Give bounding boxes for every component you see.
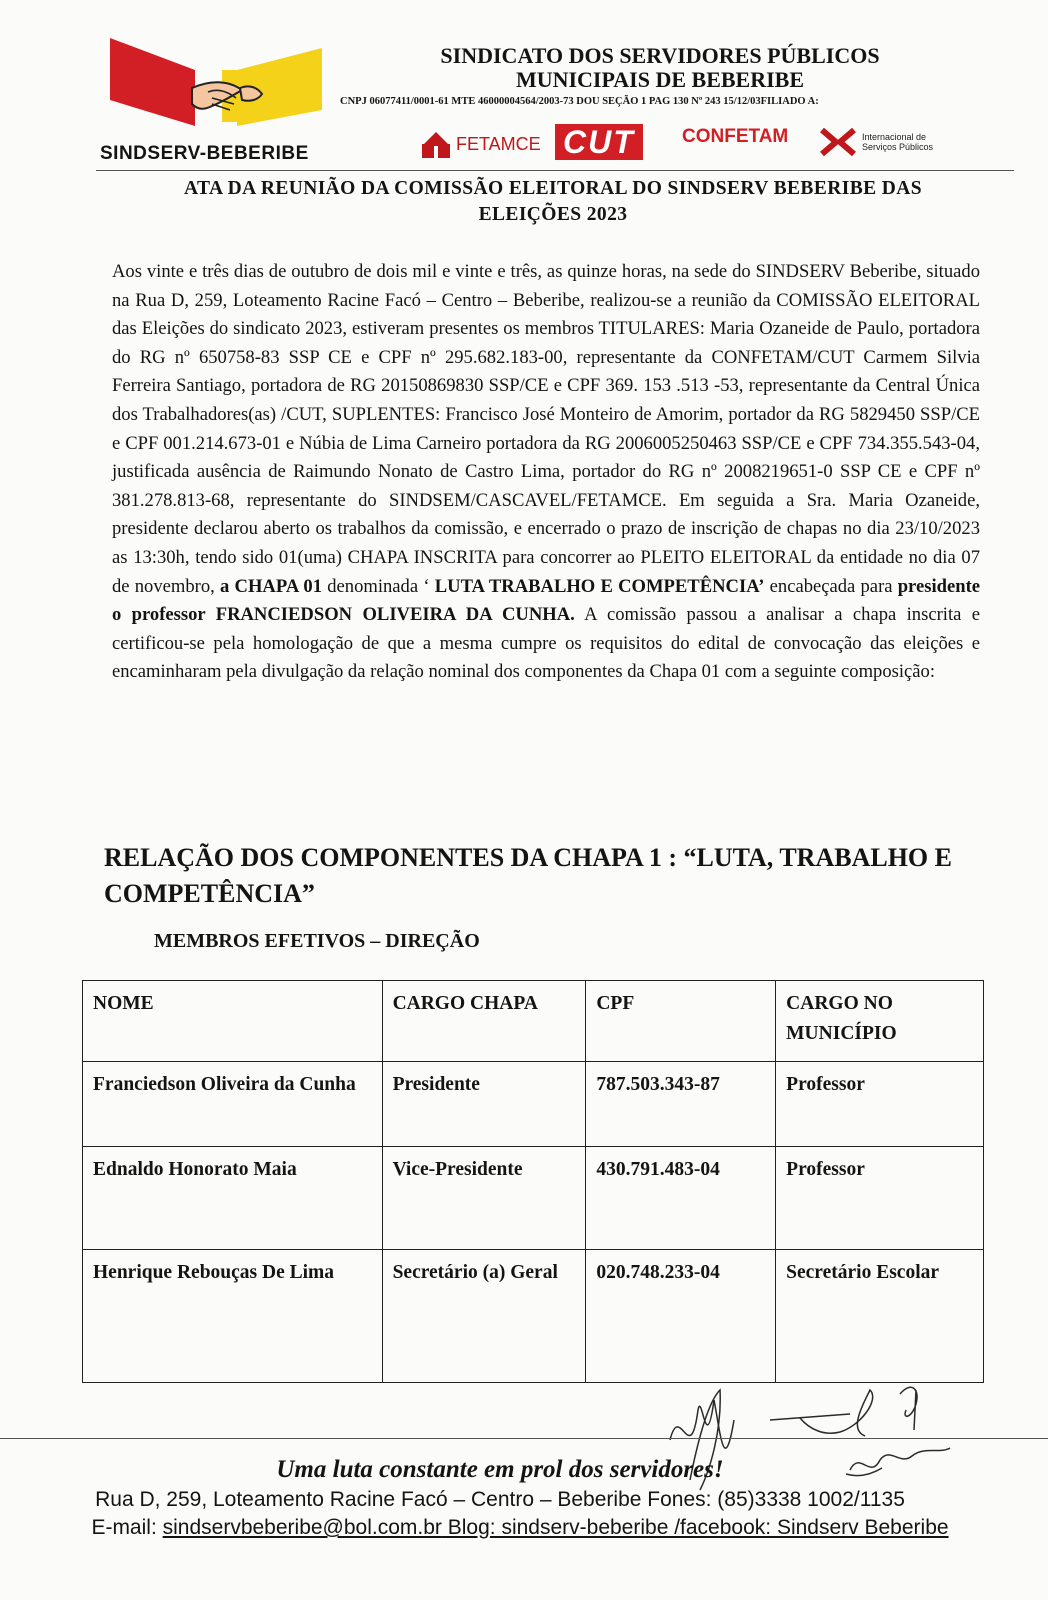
fetamce-logo	[420, 130, 541, 160]
table-cell-cpf: 787.503.343-87	[586, 1062, 776, 1147]
isp-line1: Internacional de	[862, 132, 927, 142]
org-name-line2: MUNICIPAIS DE BEBERIBE	[515, 67, 805, 92]
table-header-cell: CPF	[586, 981, 776, 1062]
logo-caption: SINDSERV-BEBERIBE	[100, 143, 309, 164]
document-title-line2: ELEIÇÕES 2023	[478, 204, 628, 225]
minutes-paragraph	[112, 258, 980, 687]
header-rule	[96, 170, 1014, 171]
table-cell-cargo-municipio: Professor	[776, 1147, 984, 1250]
table-cell-cargo-chapa: Presidente	[382, 1062, 586, 1147]
table-row	[83, 1250, 984, 1383]
footer-slogan: Uma luta constante em prol dos servidores!	[276, 1456, 724, 1483]
paragraph-part-3: encabeçada para	[764, 575, 898, 597]
document-title	[120, 176, 986, 228]
relacao-heading: RELAÇÃO DOS COMPONENTES DA CHAPA 1 : “LUTA, TRABALHO E COMPETÊNCIA”	[104, 843, 952, 908]
paragraph-bold-president: presidente o professor FRANCIEDSON OLIVEIRA DA CUNHA.	[112, 575, 981, 626]
table-row	[83, 1062, 984, 1147]
table-row	[83, 1147, 984, 1250]
email-label: E-mail:	[91, 1516, 163, 1539]
confetam-logo: CONFETAM	[682, 126, 789, 147]
membros-heading: MEMBROS EFETIVOS – DIREÇÃO	[154, 930, 480, 952]
components-table	[82, 980, 984, 1383]
org-name	[340, 44, 980, 92]
isp-line2: Serviços Públicos	[862, 142, 934, 152]
table-cell-cargo-municipio: Secretário Escolar	[776, 1250, 984, 1383]
table-cell-nome: Henrique Rebouças De Lima	[83, 1250, 383, 1383]
table-cell-cargo-chapa: Vice-Presidente	[382, 1147, 586, 1250]
fetamce-label: FETAMCE	[456, 133, 541, 154]
table-header-cell: NOME	[83, 981, 383, 1062]
org-name-line1: SINDICATO DOS SERVIDORES PÚBLICOS	[440, 43, 880, 68]
paragraph-part-4: A comissão passou a analisar a chapa inscrita e certificou-se pela homologação de que a mesma cumpre os requisitos do edital de convocação das eleições e encaminharam pela divulgação da relação nominal dos componentes da Chapa 01 com a seguinte composição:	[112, 604, 980, 683]
table-cell-cargo-municipio: Professor	[776, 1062, 984, 1147]
email-link[interactable]: sindservbeberibe@bol.com.br	[162, 1516, 442, 1539]
table-cell-cpf: 430.791.483-04	[586, 1147, 776, 1250]
paragraph-part-1: Aos vinte e três dias de outubro de dois mil e vinte e três, as quinze horas, na sede do SINDSERV Beberibe, situado na Rua D, 259, Loteamento Racine Facó – Centro – Beberibe, realizou-se a reunião da COMISSÃO ELEITORAL das Eleições do sindicato 2023, estiveram presentes os membros TITULARES: Maria Ozaneide de Paulo, portadora do RG nº 650758-83 SSP CE e CPF nº 295.682.183-00, representante da CONFETAM/CUT Carmem Silvia Ferreira Santiago, portadora de RG 20150869830 SSP/CE e CPF 369. 153 .513 -53, representante da Central Única dos Trabalhadores(as) /CUT, SUPLENTES: Francisco José Monteiro de Amorim, portador da RG 5829450 SSP/CE e CPF 001.214.673-01 e Núbia de Lima Carneiro portadora da RG 2006005250463 SSP/CE e CPF 734.355.543-04, justificada ausência de Raimundo Nonato de Castro Lima, portador do RG nº 2008219651-0 SSP CE e CPF nº 381.278.813-68, representante do SINDSEM/CASCAVEL/FETAMCE. Em seguida a Sra. Maria Ozaneide, presidente declarou aberto os trabalhos da comissão, e encerrado o prazo de inscrição de chapas no dia 23/10/2023 as 13:30h, tendo sido 01(uma) CHAPA INSCRITA para concorrer ao PLEITO ELEITORAL da entidade no dia 07 de novembro,	[112, 261, 980, 597]
document-title-line1: ATA DA REUNIÃO DA COMISSÃO ELEITORAL DO SINDSERV BEBERIBE DAS	[184, 178, 922, 199]
table-cell-cargo-chapa: Secretário (a) Geral	[382, 1250, 586, 1383]
footer-rule	[0, 1438, 1048, 1439]
table-cell-nome: Franciedson Oliveira da Cunha	[83, 1062, 383, 1147]
cut-logo: CUT	[555, 124, 643, 160]
footer-address: Rua D, 259, Loteamento Racine Facó – Centro – Beberibe Fones: (85)3338 1002/1135	[95, 1488, 905, 1511]
cnpj-line: CNPJ 06077411/0001-61 MTE 46000004564/2003-73 DOU SEÇÃO 1 PAG 130 Nº 243 15/12/03FILIADO A:	[340, 96, 819, 107]
blog-facebook-link[interactable]: Blog: sindserv-beberibe /facebook: Sindserv Beberibe	[441, 1516, 949, 1539]
table-header-row	[83, 981, 984, 1062]
table-cell-nome: Ednaldo Honorato Maia	[83, 1147, 383, 1250]
table-cell-cpf: 020.748.233-04	[586, 1250, 776, 1383]
footer-contact	[50, 1516, 990, 1540]
handshake-logo-icon	[100, 30, 332, 142]
fetamce-icon	[420, 130, 452, 160]
paragraph-part-2: denominada ‘	[322, 575, 435, 597]
table-header-cell: CARGO CHAPA	[382, 981, 586, 1062]
affiliation-logos	[420, 124, 980, 164]
paragraph-bold-chapa: a CHAPA 01	[220, 575, 323, 597]
table-header-cell: CARGO NO MUNICÍPIO	[776, 981, 984, 1062]
paragraph-bold-slate-name: LUTA TRABALHO E COMPETÊNCIA’	[434, 575, 765, 597]
isp-icon	[818, 126, 858, 158]
